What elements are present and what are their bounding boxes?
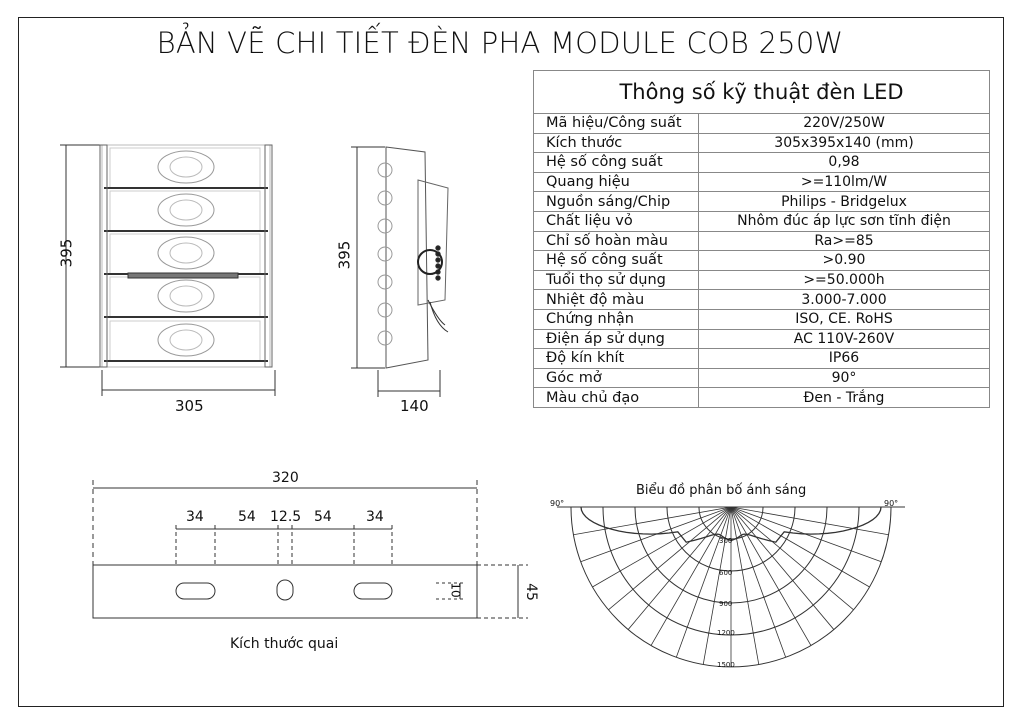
side-view: [351, 147, 448, 397]
spec-value: 0,98: [699, 153, 990, 173]
spec-label: Chỉ số hoàn màu: [534, 231, 699, 251]
spec-value: 305x395x140 (mm): [699, 133, 990, 153]
spec-label: Nhiệt độ màu: [534, 290, 699, 310]
side-lens: [378, 303, 392, 317]
front-view: [60, 145, 275, 396]
polar-ring-label: 1500: [717, 661, 735, 669]
spec-label: Chứng nhận: [534, 309, 699, 329]
side-lens: [378, 331, 392, 345]
spec-value: ISO, CE. RoHS: [699, 309, 990, 329]
bracket-drawing: [93, 480, 528, 618]
cob-chip: [170, 286, 202, 306]
fin-hole: [436, 246, 440, 250]
spec-label: Điện áp sử dụng: [534, 329, 699, 349]
polar-ring-label: 1200: [717, 629, 735, 637]
polar-ring-label: 600: [719, 569, 733, 577]
spec-value: Philips - Bridgelux: [699, 192, 990, 212]
spec-value: 90°: [699, 368, 990, 388]
cob-chip: [170, 243, 202, 263]
bracket-total-dim: 320: [272, 470, 299, 486]
side-lens: [378, 219, 392, 233]
fin-hole: [436, 258, 440, 262]
front-width-dim: 305: [175, 397, 204, 415]
led-module: [110, 191, 260, 231]
spec-label: Quang hiệu: [534, 172, 699, 192]
spec-label: Tuổi thọ sử dụng: [534, 270, 699, 290]
polar-diagram: [557, 507, 905, 667]
cob-lens: [158, 324, 214, 356]
cob-lens: [158, 280, 214, 312]
bracket-seg-5: 34: [366, 509, 384, 525]
cob-chip: [170, 200, 202, 220]
spec-value: AC 110V-260V: [699, 329, 990, 349]
spec-value: 3.000-7.000: [699, 290, 990, 310]
polar-ring-label: 300: [719, 537, 733, 545]
side-lens: [378, 163, 392, 177]
spec-value: Nhôm đúc áp lực sơn tĩnh điện: [699, 211, 990, 231]
spec-table-heading: Thông số kỹ thuật đèn LED: [534, 71, 990, 114]
side-lens: [378, 191, 392, 205]
spec-value: 220V/250W: [699, 114, 990, 134]
spec-label: Hệ số công suất: [534, 153, 699, 173]
spec-value: >=110lm/W: [699, 172, 990, 192]
led-module: [110, 148, 260, 188]
polar-caption: Biểu đồ phân bố ánh sáng: [636, 483, 807, 498]
bracket-seg-2: 54: [238, 509, 256, 525]
front-height-dim: 395: [57, 238, 76, 268]
spec-label: Mã hiệu/Công suất: [534, 114, 699, 134]
bracket-seg-1: 34: [186, 509, 204, 525]
side-lens: [378, 247, 392, 261]
fin-hole: [436, 276, 440, 280]
spec-value: IP66: [699, 349, 990, 369]
bracket-seg-4: 54: [314, 509, 332, 525]
led-module: [110, 277, 260, 317]
cob-lens: [158, 151, 214, 183]
spec-value: >0.90: [699, 251, 990, 271]
drawing-title: BẢN VẼ CHI TIẾT ĐÈN PHA MODULE COB 250W: [156, 26, 844, 60]
side-lens: [378, 275, 392, 289]
spec-value: Đen - Trắng: [699, 388, 990, 408]
spec-label: Chất liệu vỏ: [534, 211, 699, 231]
side-depth-dim: 140: [400, 397, 429, 415]
spec-label: Kích thước: [534, 133, 699, 153]
bracket-caption: Kích thước quai: [230, 636, 339, 652]
cob-chip: [170, 157, 202, 177]
spec-value: >=50.000h: [699, 270, 990, 290]
bracket-seg-3: 12.5: [270, 509, 302, 525]
spec-label: Độ kín khít: [534, 349, 699, 369]
spec-label: Hệ số công suất: [534, 251, 699, 271]
side-height-dim: 395: [335, 240, 354, 270]
polar-ring-label: 900: [719, 600, 733, 608]
cob-lens: [158, 237, 214, 269]
polar-left-angle: 90°: [550, 499, 565, 508]
led-module: [110, 234, 260, 274]
led-module: [110, 321, 260, 361]
cob-chip: [170, 330, 202, 350]
polar-right-angle: 90°: [884, 499, 899, 508]
spec-label: Góc mở: [534, 368, 699, 388]
bracket-slot-dim: 10: [448, 582, 463, 598]
spec-label: Nguồn sáng/Chip: [534, 192, 699, 212]
spec-value: Ra>=85: [699, 231, 990, 251]
bracket-height-dim: 45: [522, 583, 539, 601]
spec-label: Màu chủ đạo: [534, 388, 699, 408]
cob-lens: [158, 194, 214, 226]
